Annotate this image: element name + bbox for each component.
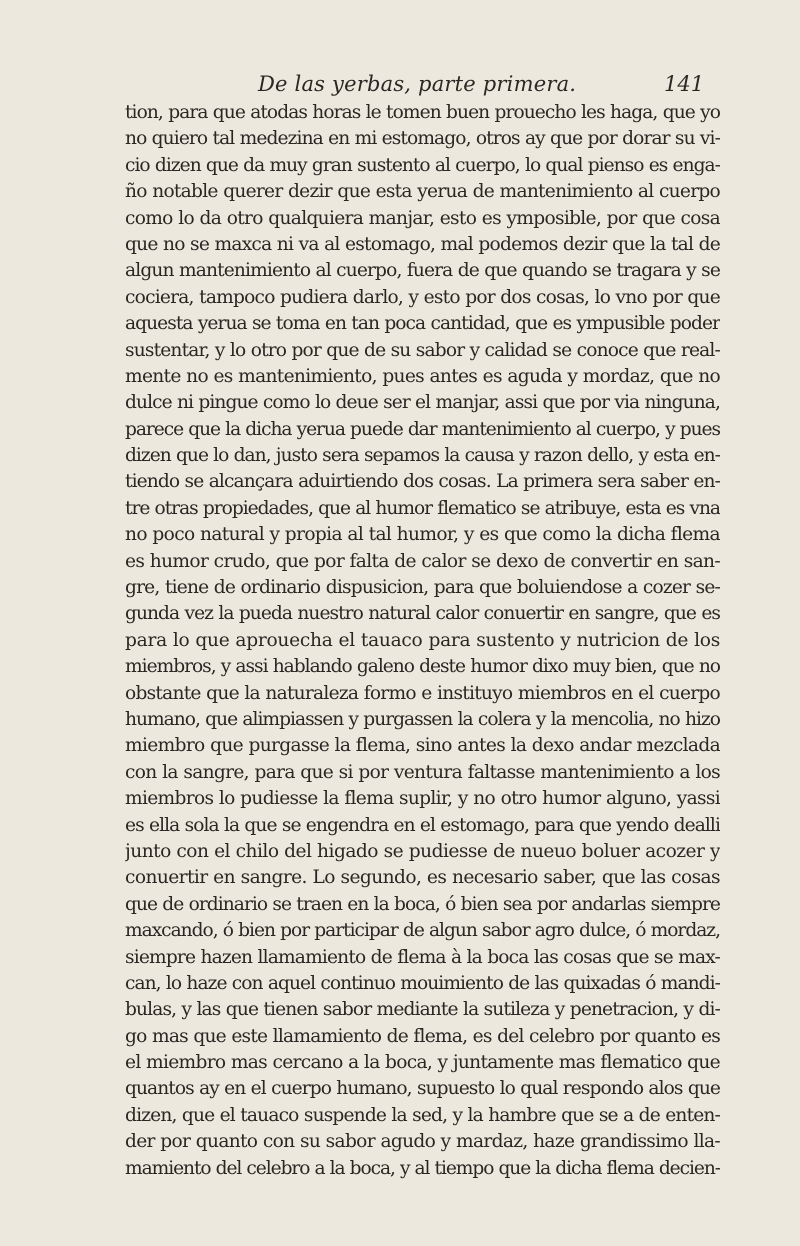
text-line: dulce ni pingue como lo deue ser el manjar, assi que por via ninguna, [125, 392, 720, 414]
text-line: aquesta yerua se toma en tan poca cantidad, que es ympusible poder [125, 313, 720, 335]
text-line: gre, tiene de ordinario dispusicion, para que boluiendose a cozer se- [125, 577, 720, 599]
text-line: siempre hazen llamamiento de flema à la boca las cosas que se max- [125, 946, 720, 968]
text-line: maxcando, ó bien por participar de algun sabor agro dulce, ó mordaz, [125, 920, 720, 942]
text-line: conuertir en sangre. Lo segundo, es necesario saber, que las cosas [125, 867, 720, 889]
running-title: De las yerbas, parte primera. [258, 72, 577, 96]
text-line: es humor crudo, que por falta de calor se dexo de convertir en san- [125, 550, 720, 572]
text-line: algun mantenimiento al cuerpo, fuera de que quando se tragara y se [125, 260, 720, 282]
text-line: el miembro mas cercano a la boca, y juntamente mas flematico que [125, 1052, 720, 1074]
text-line: sustentar, y lo otro por que de su sabor y calidad se conoce que real- [125, 339, 720, 361]
text-line: go mas que este llamamiento de flema, es del celebro por quanto es [125, 1025, 720, 1047]
text-line: bulas, y las que tienen sabor mediante la sutileza y penetracion, y di- [125, 999, 720, 1021]
text-line: dizen que lo dan, justo sera sepamos la causa y razon dello, y esta en- [125, 445, 720, 467]
text-line: der por quanto con su sabor agudo y mardaz, haze grandissimo lla- [125, 1131, 720, 1153]
text-line: cociera, tampoco pudiera darlo, y esto por dos cosas, lo vno por que [125, 286, 720, 308]
text-line: que de ordinario se traen en la boca, ó bien sea por andarlas siempre [125, 893, 720, 915]
text-line: junto con el chilo del higado se pudiesse de nueuo boluer acozer y [125, 840, 720, 862]
text-line: para lo que aprouecha el tauaco para sustento y nutricion de los [125, 629, 720, 651]
text-line: miembros lo pudiesse la flema suplir, y no otro humor alguno, yassi [125, 788, 720, 810]
text-line: dizen, que el tauaco suspende la sed, y la hambre que se a de enten- [125, 1104, 720, 1126]
text-line: parece que la dicha yerua puede dar mantenimiento al cuerpo, y pues [125, 418, 720, 440]
text-line: como lo da otro qualquiera manjar, esto es ymposible, por que cosa [125, 207, 720, 229]
text-line: ño notable querer dezir que esta yerua de mantenimiento al cuerpo [125, 181, 720, 203]
text-line: no quiero tal medezina en mi estomago, otros ay que por dorar su vi- [125, 128, 720, 150]
text-line: obstante que la naturaleza formo e instituyo miembros en el cuerpo [125, 682, 720, 704]
text-line: que no se maxca ni va al estomago, mal podemos dezir que la tal de [125, 233, 720, 255]
text-line: humano, que alimpiassen y purgassen la colera y la mencolia, no hizo [125, 708, 720, 730]
text-line: tion, para que atodas horas le tomen buen prouecho les haga, que yo [125, 102, 720, 123]
text-line: miembros, y assi hablando galeno deste humor dixo muy bien, que no [125, 656, 720, 678]
text-line: cio dizen que da muy gran sustento al cuerpo, lo qual pienso es enga- [125, 154, 720, 176]
text-line: con la sangre, para que si por ventura faltasse mantenimiento a los [125, 761, 720, 783]
text-line: gunda vez la pueda nuestro natural calor conuertir en sangre, que es [125, 603, 720, 625]
text-line: can, lo haze con aquel continuo mouimiento de las quixadas ó mandi- [125, 972, 720, 994]
text-line: mamiento del celebro a la boca, y al tiempo que la dicha flema decien- [125, 1157, 720, 1179]
text-line: es ella sola la que se engendra en el estomago, para que yendo dealli [125, 814, 720, 836]
text-line: tiendo se alcançara aduirtiendo dos cosas. La primera sera saber en- [125, 471, 720, 493]
text-line: quantos ay en el cuerpo humano, supuesto lo qual respondo alos que [125, 1078, 720, 1100]
body-text [125, 100, 720, 1182]
page-number: 141 [664, 72, 705, 96]
text-line: miembro que purgasse la flema, sino antes la dexo andar mezclada [125, 735, 720, 757]
text-line: no poco natural y propia al tal humor, y es que como la dicha flema [125, 524, 720, 546]
text-line: tre otras propiedades, que al humor flematico se atribuye, esta es vna [125, 497, 720, 519]
text-line: mente no es mantenimiento, pues antes es aguda y mordaz, que no [125, 365, 720, 387]
